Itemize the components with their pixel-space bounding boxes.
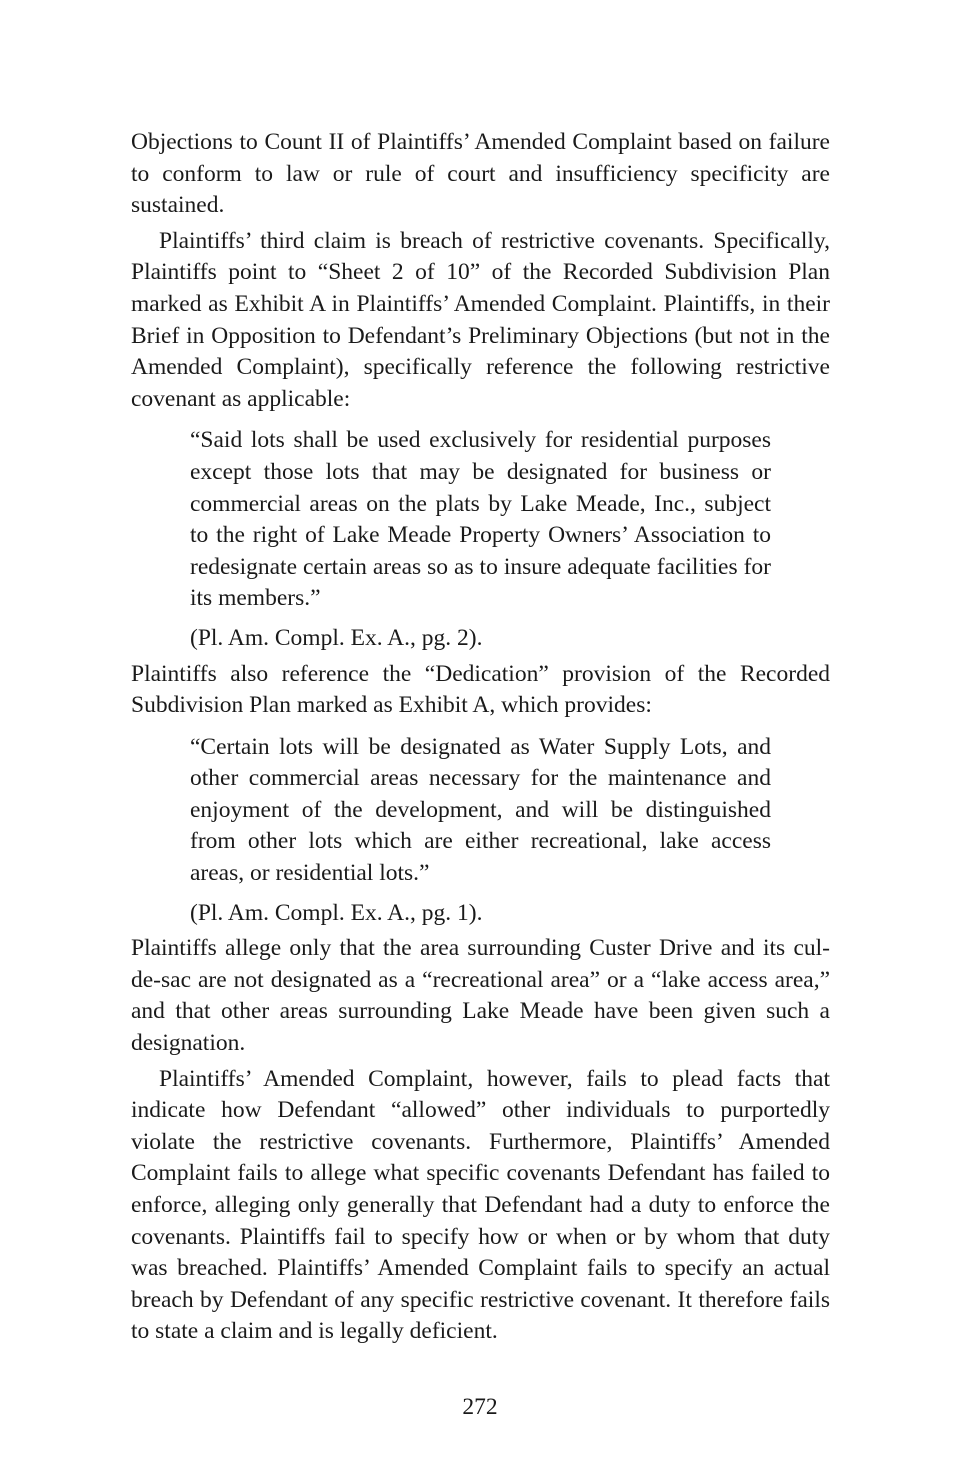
page-body: [131, 127, 830, 1348]
page-number: 272: [462, 1394, 498, 1420]
paragraph-custer-drive: Plaintiffs allege only that the area surrounding Custer Drive and its cul-de-sac are not designated as a “recreational area” or a “lake access area,” and that other areas surrounding Lake Meade have been given such a designation.: [131, 935, 830, 1057]
citation-exhibit-a-pg2: (Pl. Am. Compl. Ex. A., pg. 2).: [190, 624, 483, 651]
paragraph-dedication-reference: Plaintiffs also reference the “Dedication” provision of the Recorded Subdivision Plan marked as Exhibit A, which provides:: [131, 660, 830, 719]
citation-exhibit-a-pg1: (Pl. Am. Compl. Ex. A., pg. 1).: [190, 899, 483, 926]
paragraph-count-ii-conclusion: Objections to Count II of Plaintiffs’ Amended Complaint based on failure to conform to law or rule of court and insufficiency specificity are sustained.: [131, 129, 830, 219]
block-quote-restrictive-covenant: “Said lots shall be used exclusively for residential purposes except those lots that may be designated for business or commercial areas on the plats by Lake Meade, Inc., subject to the right of Lake Meade Property Owners’ Association to redesignate certain areas so as to insure adequate facilities for its members.”: [190, 427, 771, 612]
paragraph-third-claim: Plaintiffs’ third claim is breach of restrictive covenants. Specifically, Plaintiffs point to “Sheet 2 of 10” of the Recorded Subdivision Plan marked as Exhibit A in Plaintiffs’ Amended Complaint. Plaintiffs, in their Brief in Opposition to Defendant’s Preliminary Objections (but not in the Amended Complaint), specifically reference the following restrictive covenant as applicable:: [131, 227, 830, 412]
paragraph-failure-to-state-claim: Plaintiffs’ Amended Complaint, however, fails to plead facts that indicate how Defendant “allowed” other individuals to purportedly violate the restrictive covenants. Furthermore, Plaintiffs’ Amended Complaint fails to allege what specific covenants Defendant has failed to enforce, alleging only generally that Defendant had a duty to enforce the covenants. Plaintiffs fail to specify how or when or by whom that duty was breached. Plaintiffs’ Amended Complaint fails to specify an actual breach by Defendant of any specific restrictive covenant. It therefore fails to state a claim and is legally deficient.: [131, 1065, 830, 1345]
block-quote-dedication: “Certain lots will be designated as Water Supply Lots, and other commercial areas necessary for the maintenance and enjoyment of the development, and will be distinguished from other lots which are either recreational, lake access areas, or residential lots.”: [190, 733, 771, 887]
